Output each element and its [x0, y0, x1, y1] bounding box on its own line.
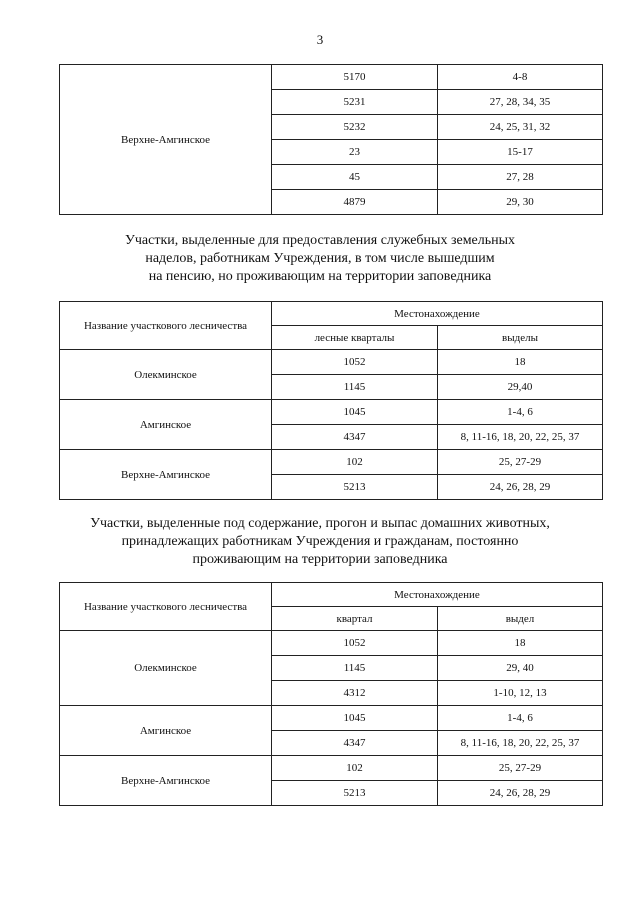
plots-cell: 29, 30	[438, 190, 603, 215]
plots-cell: 1-4, 6	[438, 706, 603, 731]
quarter-cell: 102	[272, 450, 438, 475]
quarter-cell: 1145	[272, 375, 438, 400]
header-quarters: квартал	[272, 607, 438, 631]
area-name: Олекминское	[60, 631, 272, 706]
plots-cell: 8, 11-16, 18, 20, 22, 25, 37	[438, 731, 603, 756]
plots-cell: 25, 27-29	[438, 450, 603, 475]
quarter-cell: 4879	[272, 190, 438, 215]
plots-cell: 8, 11-16, 18, 20, 22, 25, 37	[438, 425, 603, 450]
quarter-cell: 5170	[272, 65, 438, 90]
quarter-cell: 1145	[272, 656, 438, 681]
quarter-cell: 1052	[272, 350, 438, 375]
table-continuation	[59, 64, 603, 215]
plots-cell: 4-8	[438, 65, 603, 90]
plots-cell: 29,40	[438, 375, 603, 400]
quarter-cell: 1052	[272, 631, 438, 656]
quarter-cell: 5213	[272, 781, 438, 806]
plots-cell: 1-4, 6	[438, 400, 603, 425]
table-livestock-plots	[59, 582, 603, 806]
header-area-name: Название участкового лесничества	[60, 302, 272, 350]
plots-cell: 18	[438, 631, 603, 656]
area-name: Амгинское	[60, 400, 272, 450]
quarter-cell: 45	[272, 165, 438, 190]
quarter-cell: 4312	[272, 681, 438, 706]
area-name: Верхне-Амгинское	[60, 756, 272, 806]
plots-cell: 27, 28, 34, 35	[438, 90, 603, 115]
quarter-cell: 102	[272, 756, 438, 781]
plots-cell: 27, 28	[438, 165, 603, 190]
page-number: 3	[316, 32, 324, 47]
plots-cell: 24, 25, 31, 32	[438, 115, 603, 140]
header-quarters: лесные кварталы	[272, 326, 438, 350]
quarter-cell: 5213	[272, 475, 438, 500]
plots-cell: 29, 40	[438, 656, 603, 681]
quarter-cell: 5231	[272, 90, 438, 115]
section-heading-service-allotments: Участки, выделенные для предоставления служебных земельных наделов, работникам Учреждения, в том числе вышедшим на пенсию, но проживающим на территории заповедника	[124, 233, 516, 284]
quarter-cell: 5232	[272, 115, 438, 140]
quarter-cell: 1045	[272, 706, 438, 731]
quarter-cell: 4347	[272, 731, 438, 756]
header-plots: выдел	[438, 607, 603, 631]
area-name: Олекминское	[60, 350, 272, 400]
plots-cell: 25, 27-29	[438, 756, 603, 781]
area-name: Верхне-Амгинское	[60, 65, 272, 215]
quarter-cell: 23	[272, 140, 438, 165]
header-location: Местонахождение	[272, 583, 603, 607]
table-service-allotments	[59, 301, 603, 500]
plots-cell: 24, 26, 28, 29	[438, 781, 603, 806]
area-name: Верхне-Амгинское	[60, 450, 272, 500]
plots-cell: 1-10, 12, 13	[438, 681, 603, 706]
header-area-name: Название участкового лесничества	[60, 583, 272, 631]
plots-cell: 24, 26, 28, 29	[438, 475, 603, 500]
quarter-cell: 1045	[272, 400, 438, 425]
header-location: Местонахождение	[272, 302, 603, 326]
quarter-cell: 4347	[272, 425, 438, 450]
section-heading-livestock-plots: Участки, выделенные под содержание, прогон и выпас домашних животных, принадлежащих работникам Учреждения и гражданам, постоянно проживающим на территории заповедника	[90, 516, 550, 567]
header-plots: выделы	[438, 326, 603, 350]
plots-cell: 15-17	[438, 140, 603, 165]
area-name: Амгинское	[60, 706, 272, 756]
plots-cell: 18	[438, 350, 603, 375]
